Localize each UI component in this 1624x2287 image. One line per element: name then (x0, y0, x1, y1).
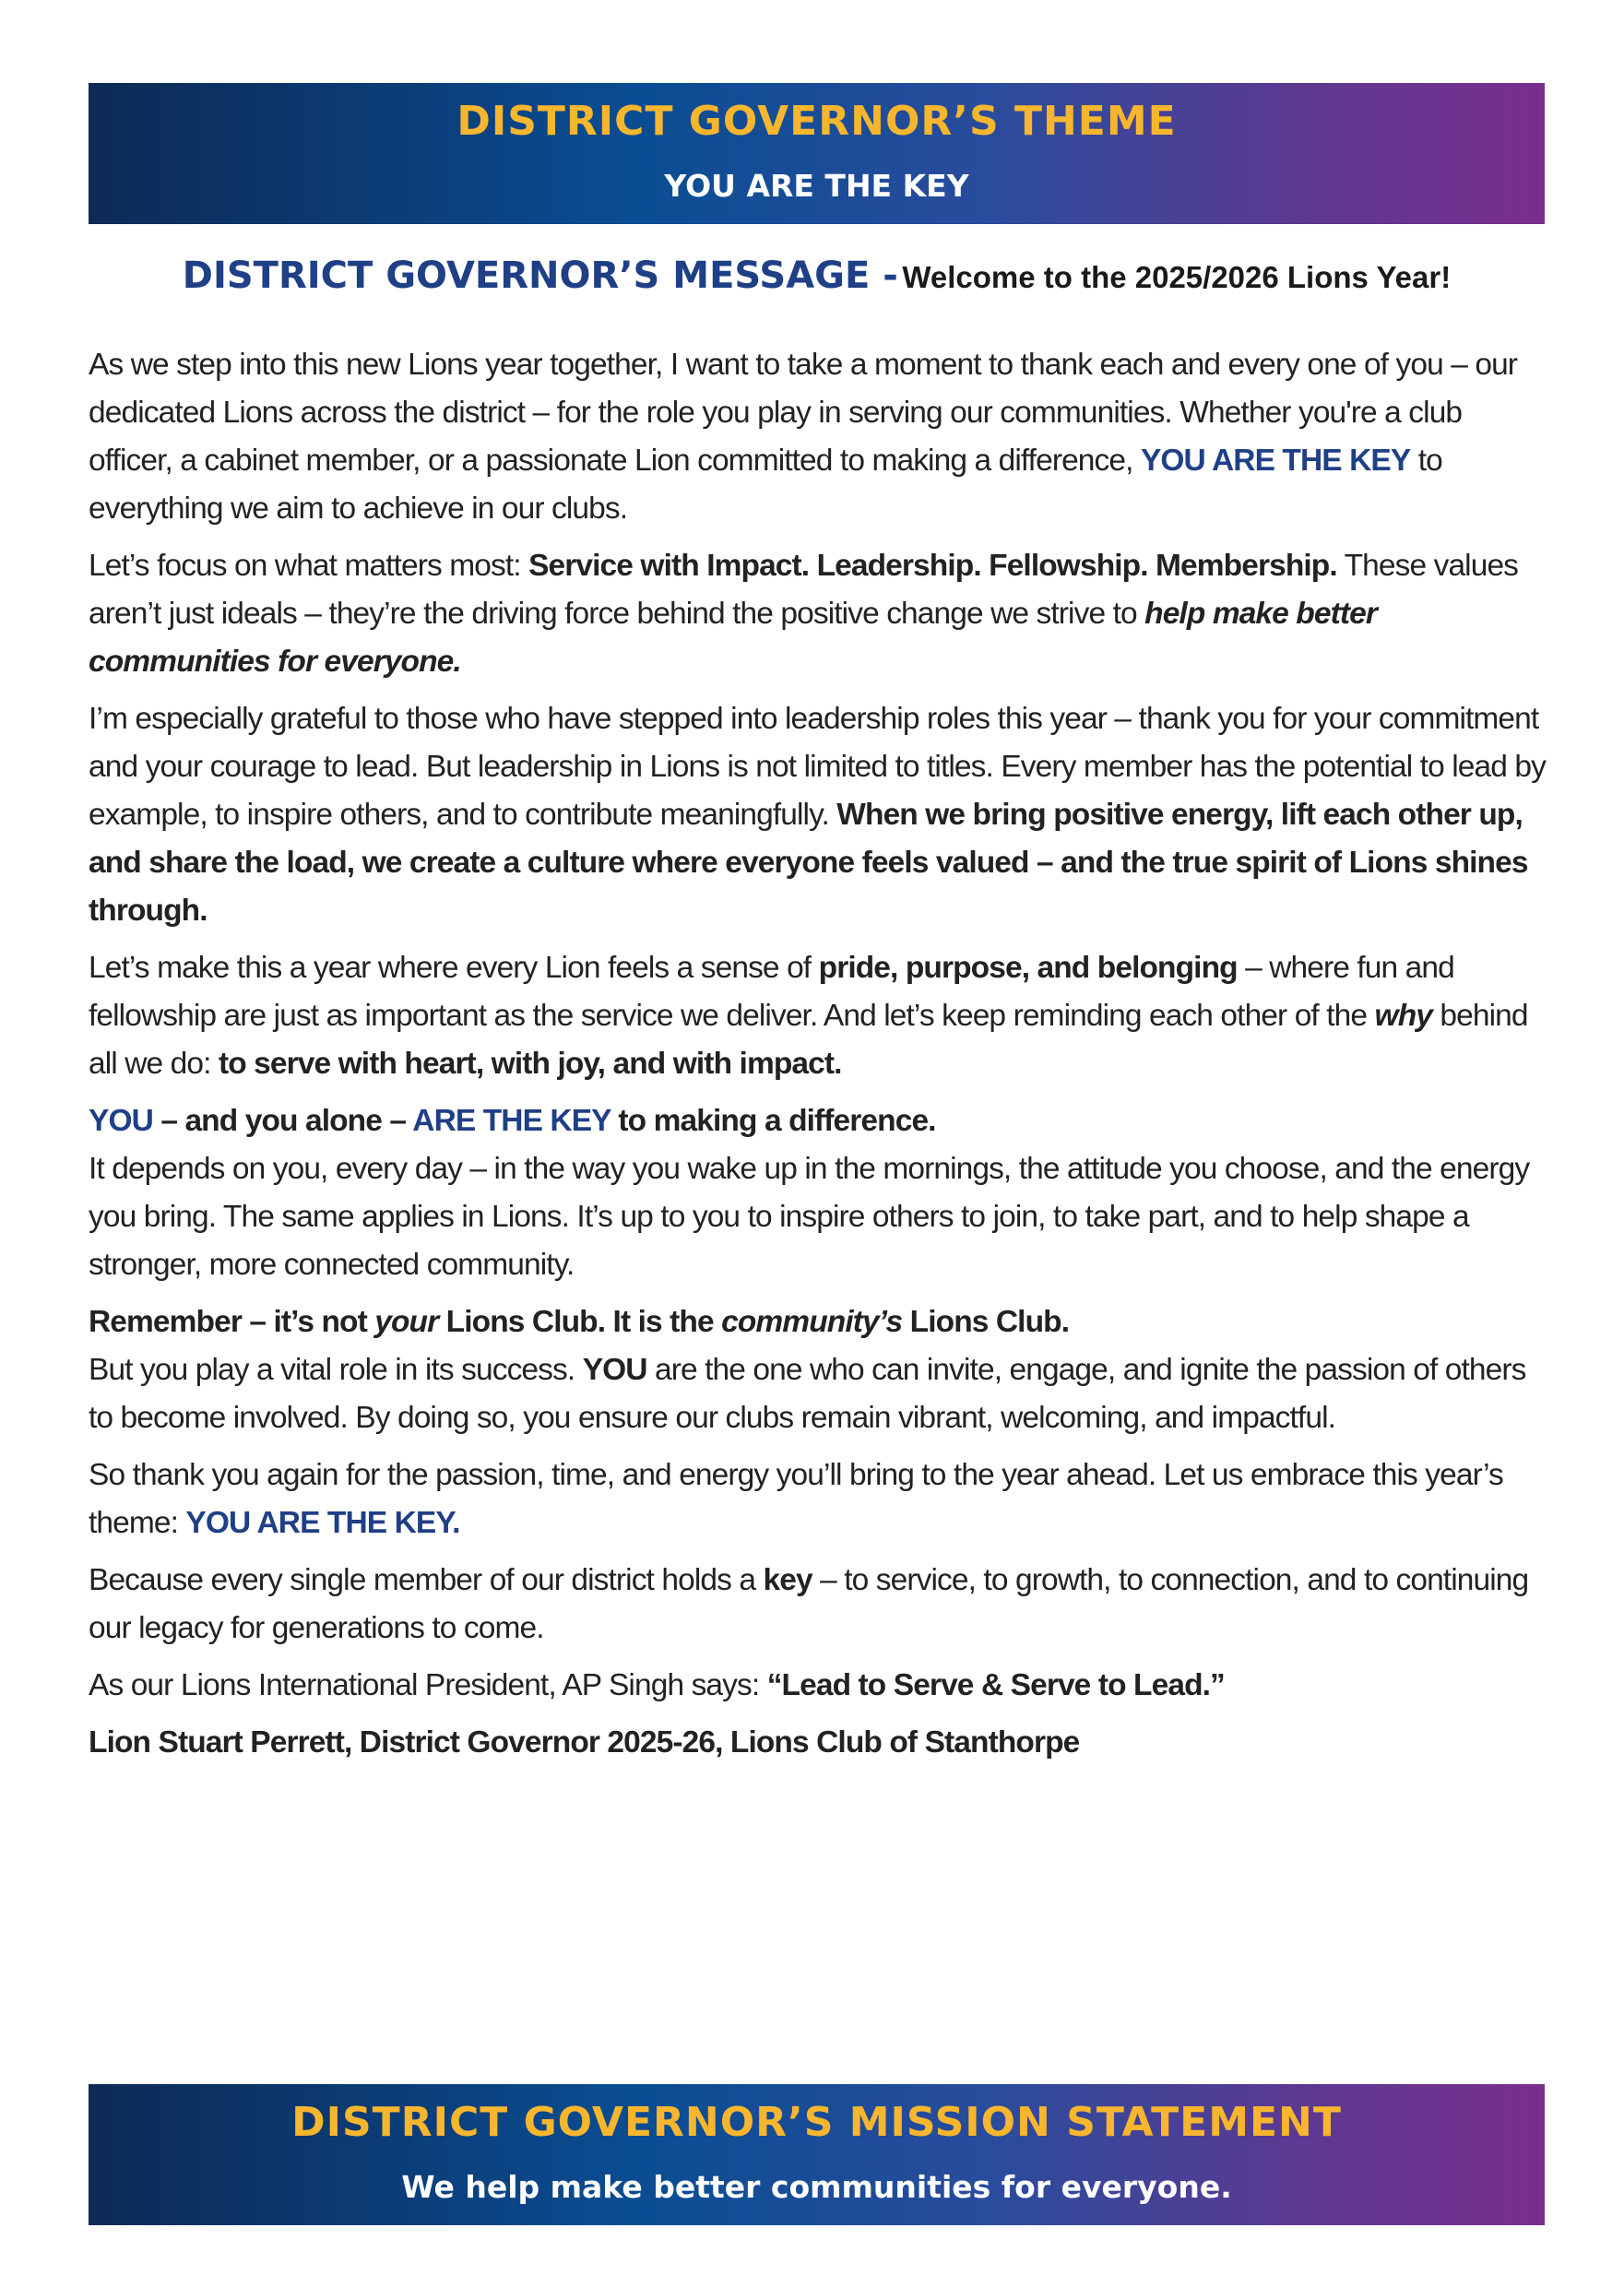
p2-text-b: These values aren’t just ideals – they’re the driving force behind the positive change we strive to (89, 549, 1519, 631)
p1-text-b: to everything we aim to achieve in our clubs. (89, 444, 1442, 526)
p7-text-b: Lions Club. It is the (438, 1305, 722, 1339)
message-heading (89, 255, 1545, 297)
p7-communitys: community’s (721, 1305, 903, 1339)
p7-your: your (374, 1305, 439, 1339)
p5-you: YOU (89, 1104, 153, 1138)
p11-text-a: As our Lions International President, AP Singh says: (89, 1668, 767, 1702)
theme-title: DISTRICT GOVERNOR’S THEME (456, 98, 1177, 145)
p5-key: ARE THE KEY (412, 1104, 611, 1138)
paragraph-6: It depends on you, every day – in the way you wake up in the mornings, the attitude you choose, and the energy you bring. The same applies in Lions. It’s up to you to inspire others to join, to take part, and to help shape a stronger, more connected community. (89, 1152, 1530, 1282)
p9-key-phrase: YOU ARE THE KEY. (185, 1506, 460, 1540)
p4-text-b: – where fun and fellowship are just as important as the service we deliver. And let’s keep reminding each other of the (89, 951, 1454, 1033)
message-heading-title: DISTRICT GOVERNOR’S MESSAGE - (182, 255, 898, 297)
p2-text-a: Let’s focus on what matters most: (89, 549, 529, 583)
paragraph-3 (89, 695, 1546, 935)
p7-text-c: Lions Club. (902, 1305, 1070, 1339)
mission-subtitle: We help make better communities for everyone. (401, 2169, 1232, 2205)
paragraph-2 (89, 542, 1546, 686)
mission-banner (89, 2084, 1545, 2225)
p4-why: why (1374, 999, 1432, 1033)
paragraph-10 (89, 1557, 1546, 1653)
p4-bold-2: to serve with heart, with joy, and with impact. (218, 1047, 842, 1081)
p4-text-a: Let’s make this a year where every Lion feels a sense of (89, 951, 819, 985)
p4-text-c: behind all we do: (89, 999, 1528, 1081)
p1-key-phrase: YOU ARE THE KEY (1140, 444, 1411, 478)
p8-text-b: are the one who can invite, engage, and ignite the passion of others to become involved. By doing so, you ensure our clubs remain vibrant, welcoming, and impactful. (89, 1353, 1526, 1435)
theme-banner (89, 83, 1545, 224)
p4-bold-1: pride, purpose, and belonging (818, 951, 1238, 985)
p2-values: Service with Impact. Leadership. Fellowship. Membership. (528, 549, 1337, 583)
paragraph-4 (89, 944, 1546, 1088)
paragraph-1 (89, 341, 1546, 533)
message-body (89, 341, 1546, 1776)
p5-text-a: – and you alone – (152, 1104, 413, 1138)
paragraph-9 (89, 1452, 1546, 1547)
p7-text-a: Remember – it’s not (89, 1305, 375, 1339)
p3-bold: When we bring positive energy, lift each other up, and share the load, we create a culture where everyone feels valued – and the true spirit of Lions shines through. (89, 798, 1528, 928)
message-heading-subtitle: Welcome to the 2025/2026 Lions Year! (902, 260, 1452, 294)
p8-text-a: But you play a vital role in its success. (89, 1353, 583, 1387)
p5-text-b: to making a difference. (610, 1104, 936, 1138)
mission-title: DISTRICT GOVERNOR’S MISSION STATEMENT (291, 2099, 1342, 2146)
signature: Lion Stuart Perrett, District Governor 2025-26, Lions Club of Stanthorpe (89, 1725, 1080, 1760)
theme-subtitle: YOU ARE THE KEY (664, 168, 969, 204)
paragraph-8 (89, 1346, 1546, 1442)
paragraph-7 (89, 1298, 1546, 1346)
p11-quote: “Lead to Serve & Serve to Lead.” (766, 1668, 1225, 1702)
p10-key: key (763, 1563, 812, 1597)
p2-mission-phrase: help make better communities for everyone. (89, 597, 1377, 679)
p1-text-a: As we step into this new Lions year together, I want to take a moment to thank each and every one of you – our dedicated Lions across the district – for the role you play in serving our communities. Whether you're a club officer, a cabinet member, or a passionate Lion committed to making a difference, (89, 348, 1518, 478)
p8-you: YOU (582, 1353, 647, 1387)
p10-text-b: – to service, to growth, to connection, and to continuing our legacy for generations to come. (89, 1563, 1529, 1645)
paragraph-5 (89, 1097, 1546, 1145)
p9-text-a: So thank you again for the passion, time, and energy you’ll bring to the year ahead. Let us embrace this year’s theme: (89, 1458, 1503, 1540)
p10-text-a: Because every single member of our district holds a (89, 1563, 764, 1597)
paragraph-11 (89, 1662, 1546, 1710)
p3-text-a: I’m especially grateful to those who have stepped into leadership roles this year – thank you for your commitment and your courage to lead. But leadership in Lions is not limited to titles. Every member has the potential to lead by example, to inspire others, and to contribute meaningfully. (89, 702, 1546, 832)
